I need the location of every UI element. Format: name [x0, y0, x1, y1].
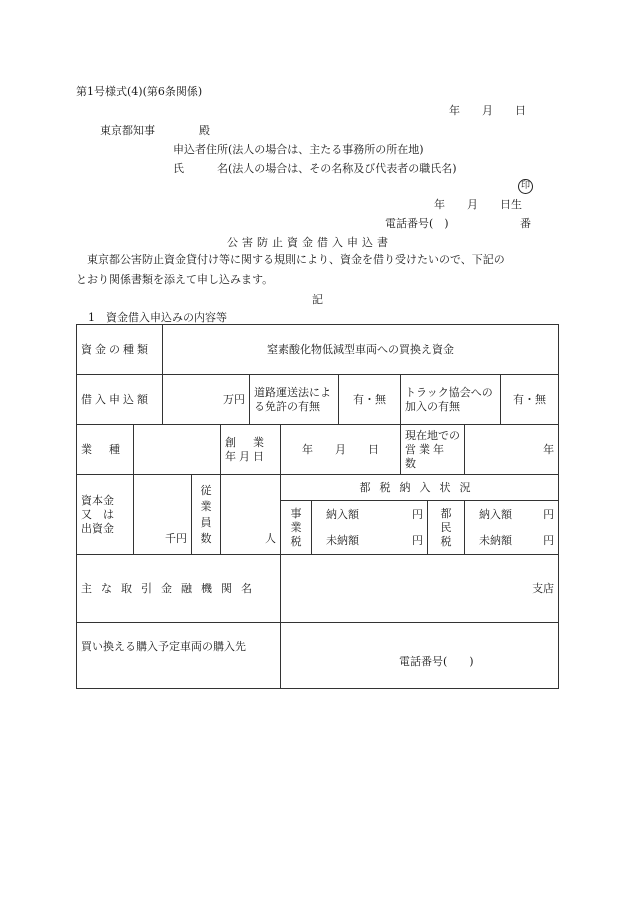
body-text-line-2: とおり関係書類を添えて申し込みます。 — [76, 273, 274, 286]
application-table — [76, 324, 559, 689]
truck-assoc-label: トラック協会への加入の有無 — [401, 375, 501, 425]
seal-mark — [518, 178, 533, 194]
capital-label-2: 又 は — [81, 507, 114, 521]
vendor-phone[interactable]: 電話番号( ) — [281, 623, 559, 689]
section-1-heading: 1 資金借入申込みの内容等 — [88, 311, 227, 324]
seal-icon: 印 — [518, 179, 533, 194]
row-bank — [77, 555, 559, 623]
addressee: 東京都知事 殿 — [100, 124, 210, 137]
truck-assoc-value[interactable]: 有・無 — [501, 375, 559, 425]
capital-label — [77, 475, 134, 555]
founding-label — [221, 425, 281, 475]
resident-tax-paid-yen: 円 — [543, 507, 555, 521]
phone-label: 電話番号( ) — [385, 217, 449, 230]
loan-amount-label: 借入申込額 — [77, 375, 163, 425]
branch-label[interactable]: 支店 — [281, 555, 559, 623]
business-tax-paid-yen: 円 — [412, 507, 423, 521]
row-capital-top — [77, 475, 559, 501]
capital-label-1: 資本金 — [81, 493, 114, 507]
years-label — [401, 425, 465, 475]
row-fund-type — [77, 325, 559, 375]
business-tax-label-text: 事業税 — [290, 506, 302, 548]
fund-type-value: 窒素酸化物低減型車両への買換え資金 — [163, 325, 559, 375]
birth-date-line: 年 月 日生 — [434, 198, 522, 211]
ki-label: 記 — [312, 293, 323, 306]
founding-label-2: 年月日 — [225, 449, 267, 463]
applicant-address-label: 申込者住所(法人の場合は、主たる事務所の所在地) — [173, 143, 424, 156]
capital-label-3: 出資金 — [81, 521, 114, 535]
years-unit[interactable]: 年 — [465, 425, 559, 475]
row-vendor — [77, 623, 559, 689]
body-paragraph — [76, 250, 558, 290]
form-number: 第1号様式(4)(第6条関係) — [76, 85, 203, 98]
resident-tax-values[interactable] — [465, 501, 559, 555]
founding-label-1: 創 業 — [225, 435, 267, 449]
business-tax-unpaid-label: 未納額 — [326, 533, 359, 547]
business-tax-values[interactable] — [312, 501, 428, 555]
business-tax-paid-label: 納入額 — [326, 507, 359, 521]
phone-suffix: 番 — [520, 217, 531, 230]
loan-amount-unit[interactable]: 万円 — [163, 375, 250, 425]
resident-tax-unpaid-yen: 円 — [543, 533, 555, 547]
resident-tax-label — [428, 501, 465, 555]
road-transport-value[interactable]: 有・無 — [339, 375, 401, 425]
business-tax-label — [281, 501, 312, 555]
capital-unit[interactable]: 千円 — [134, 475, 192, 555]
fund-type-label: 資金の種類 — [77, 325, 163, 375]
body-text-line-1: 東京都公害防止資金貸付け等に関する規則により、資金を借り受けたいので、下記の — [87, 253, 505, 266]
employees-label-text: 従業員数 — [200, 483, 212, 545]
date-line: 年 月 日 — [449, 104, 526, 117]
years-label-1: 現在地での — [405, 428, 460, 442]
tax-status-header: 都税納入状況 — [281, 475, 559, 501]
row-industry — [77, 425, 559, 475]
resident-tax-unpaid-label: 未納額 — [479, 533, 512, 547]
row-loan-amount — [77, 375, 559, 425]
applicant-name-label: 氏 名(法人の場合は、その名称及び代表者の職氏名) — [173, 162, 457, 175]
industry-value[interactable] — [134, 425, 221, 475]
document-title: 公害防止資金借入申込書 — [227, 236, 392, 249]
employees-unit[interactable]: 人 — [221, 475, 281, 555]
bank-label: 主な取引金融機関名 — [77, 555, 281, 623]
road-transport-label: 道路運送法による免許の有無 — [250, 375, 339, 425]
years-label-2: 営業年数 — [405, 442, 447, 470]
resident-tax-paid-label: 納入額 — [479, 507, 512, 521]
vendor-label: 買い換える購入予定車両の購入先 — [77, 623, 281, 689]
resident-tax-label-text: 都民税 — [440, 506, 452, 548]
industry-label: 業 種 — [77, 425, 134, 475]
business-tax-unpaid-yen: 円 — [412, 533, 423, 547]
employees-label — [192, 475, 221, 555]
founding-value[interactable]: 年 月 日 — [281, 425, 401, 475]
